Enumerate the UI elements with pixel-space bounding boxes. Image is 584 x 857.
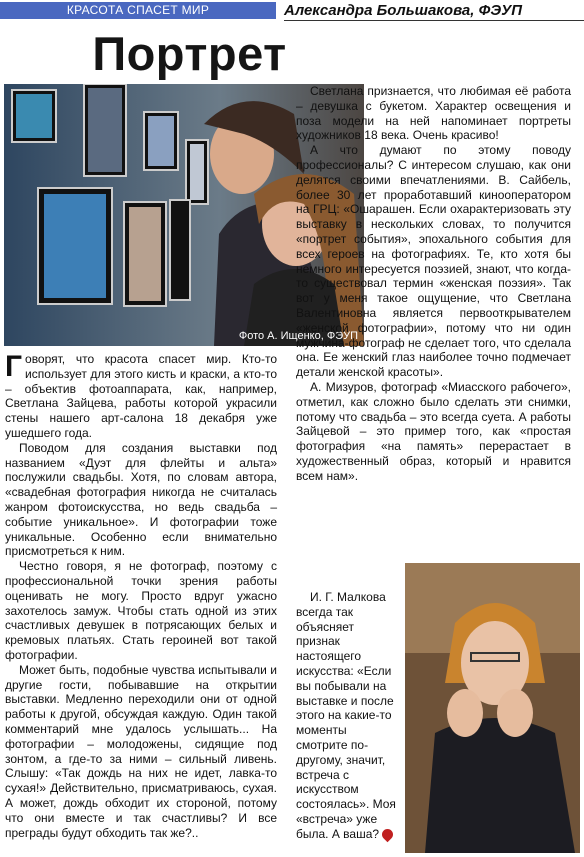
paragraph: А что думают по этому поводу профессионалы? С интересом слушаю, как они делятся своими впечатлениями. В. Сайбель, более 30 лет проработавший кинооператором на ГРЦ: «Ошарашен. Если охарактеризовать эту выставку в нескольких словах, то получится «портрет события», эпохального события для всех героев на фотографиях. Те, кто хотя бы немного интересуется поэзией, знают, что когда-то существовал термин «женская поэзия». Так вот у меня такое ощущение, что Светлана Валентиновна является первооткрывателем «женской фотографии», потому что ни один мужчина-фотограф не сделает того, что сделала она. Ее женский глаз наиболее точно подмечает детали женской красоты». xyxy=(296,143,571,380)
end-mark-icon xyxy=(380,827,396,843)
paragraph: Светлана признается, что любимая её работа – девушка с букетом. Характер освещения и поза модели на ней напоминает портреты художников 18 века. Очень красиво! xyxy=(296,84,571,143)
author-rule xyxy=(284,20,584,21)
article-column-right-top xyxy=(296,84,571,484)
portrait-photo-illustration xyxy=(405,563,580,853)
paragraph: Честно говоря, я не фотограф, поэтому с профессиональной точки зрения работы оценивать не могу. Просто вдруг ужасно захотелось замуж. Чтобы стать одной из этих счастливых девушек в потрясающих белых и кремовых платьях. Стать героиней вот такой фотографии. xyxy=(5,559,277,662)
photo-credit: Фото А. Ищенко, ФЭУП xyxy=(238,330,358,342)
portrait-photo xyxy=(405,563,580,853)
article-column-left xyxy=(5,352,277,840)
author-byline: Александра Большакова, ФЭУП xyxy=(284,2,523,19)
paragraph: Поводом для создания выставки под названием «Дуэт для флейты и альта» послужили свадьбы. Хотя, по словам автора, «свадебная фотография никогда не считалась жанром фотоискусства, но ведь свадьба – событие уникальное». И фотографии тоже уникальные. Особенно если внимательно присмотреться к ним. xyxy=(5,440,277,559)
paragraph: А. Мизуров, фотограф «Миасского рабочего», отметил, как сложно было сделать эти снимки, потому что свадьба – это всегда суета. А работы Зайцевой – это пример того, как «простая фотография «на память» перерастает в художественный образ, который и нравится всем нам». xyxy=(296,379,571,483)
drop-cap: Г xyxy=(5,350,23,383)
paragraph: Говорят, что красота спасет мир. Кто-то использует для этого кисть и краски, а кто-то – объектив фотоаппарата, как, например, Светлана Зайцева, работы которой украсили стены нашего арт-салона 18 декабря уже ушедшего года. xyxy=(5,350,277,440)
article-column-right-bottom xyxy=(296,590,400,842)
section-label: КРАСОТА СПАСЕТ МИР xyxy=(0,2,276,19)
paragraph: И. Г. Малкова всегда так объясняет признак настоящего искусства: «Если вы побывали на выставке и после этого на какие-то моменты смотрите по-другому, значит, встреча с искусством состоялась». Моя «встреча» уже была. А ваша? xyxy=(296,590,396,841)
paragraph: Может быть, подобные чувства испытывали и другие гости, побывавшие на открытии выставки. Медленно переходили они от одной работы к другой, обсуждая каждую. Один такой комментарий мне удалось услышать... На фотографии – молодожены, сидящие под зонтом, а где-то за ними – сильный ливень. Слышу: «Так дождь на них не идет, лавка-то сухая!» Действительно, присматриваюсь, сухая. А может, дождь обходит их стороной, потому что они вместе и так счастливы? И все преграды будут обходить так же?.. xyxy=(5,662,277,840)
page-title: Портрет xyxy=(92,27,287,80)
header xyxy=(0,0,584,22)
